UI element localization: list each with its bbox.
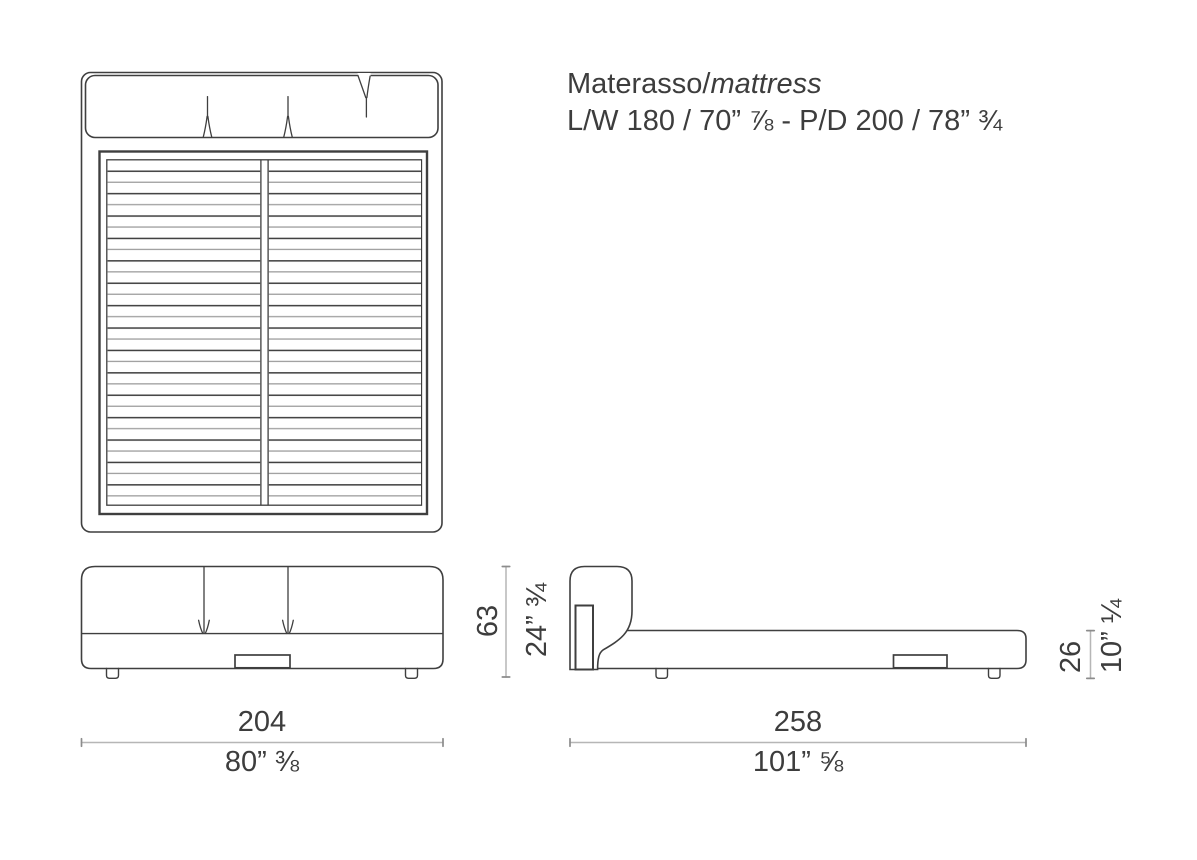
side-length-cm-label: 258 — [773, 706, 823, 738]
slats-right — [269, 161, 421, 505]
side-headboard-leg — [576, 606, 594, 670]
front-width-cm-label: 204 — [237, 706, 287, 738]
product-title-regular: Materasso/ — [567, 68, 711, 100]
front-view-outline — [82, 567, 444, 669]
product-title-italic: mattress — [710, 68, 822, 100]
top-view — [82, 73, 443, 533]
slats-left — [108, 161, 261, 505]
side-length-inches-label: 101” ⅝ — [752, 746, 844, 778]
side-foot-right — [989, 669, 1001, 679]
front-height-inches-label: 24” ¾ — [521, 582, 553, 658]
side-base-height-inches-label: 10” ¼ — [1096, 598, 1128, 674]
headboard-top-view — [86, 76, 439, 138]
front-height-cm-label: 63 — [472, 604, 504, 638]
title-block — [567, 66, 1002, 140]
side-foot-left — [656, 669, 668, 679]
side-view — [570, 567, 1026, 679]
front-foot-left — [107, 669, 119, 679]
product-title — [567, 66, 1002, 103]
side-base-outline — [592, 631, 1026, 669]
front-view — [82, 567, 444, 679]
side-base-height-cm-label: 26 — [1055, 640, 1087, 674]
front-width-inches-label: 80” ⅜ — [224, 746, 300, 778]
mattress-dimensions-text: L/W 180 / 70” ⅞ - P/D 200 / 78” ¾ — [567, 105, 1003, 137]
front-foot-right — [406, 669, 418, 679]
front-label-plate — [235, 655, 290, 668]
side-label-plate — [894, 655, 948, 668]
